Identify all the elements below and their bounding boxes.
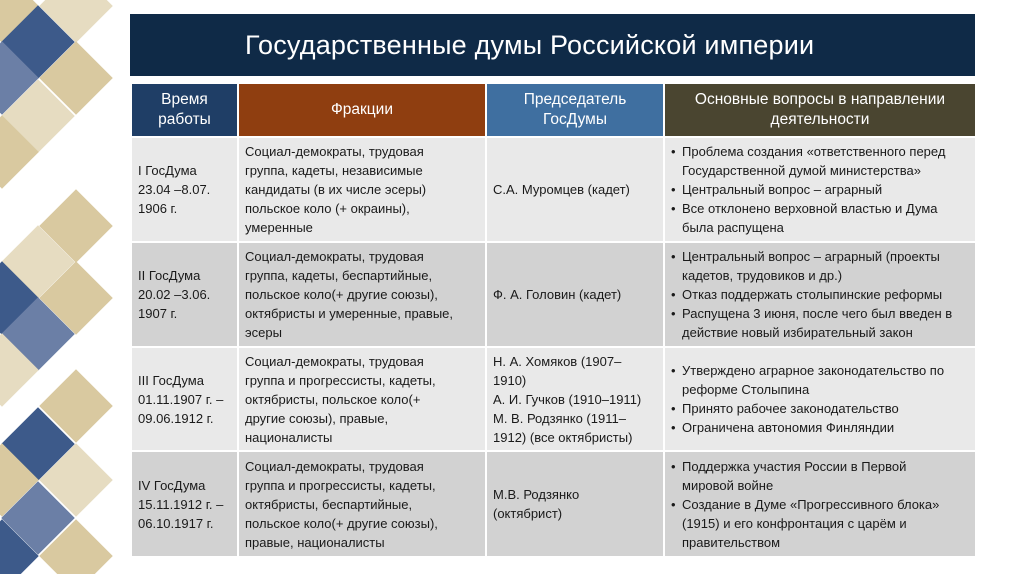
cell-line: III ГосДума	[138, 372, 204, 388]
header-time	[131, 83, 238, 137]
cell-line: • Распущена 3 июня, после чего был введен в	[682, 306, 953, 321]
cell-line: А. И. Гучков (1910–1911)	[493, 391, 642, 407]
header-chair-line: ГосДумы	[543, 111, 607, 128]
cell-line: • Отказ поддержать столыпинские реформы	[682, 287, 943, 302]
header-time-line: работы	[158, 111, 211, 128]
issue-item	[671, 247, 969, 285]
cell-line: польское коло(+ другие союзы),	[245, 515, 438, 531]
cell-line: • Центральный вопрос – аграрный	[682, 182, 883, 197]
table-row	[131, 451, 976, 557]
cell-line: умеренные	[245, 220, 313, 235]
table-row	[131, 242, 976, 347]
table-row	[131, 137, 976, 242]
cell-line: 1906 г.	[138, 201, 178, 216]
header-chair	[486, 83, 664, 137]
cell-line: 09.06.1912 г.	[138, 410, 214, 426]
cell-chair	[486, 347, 664, 451]
cell-line: мировой войне	[682, 477, 774, 493]
issue-item	[671, 199, 969, 237]
cell-line: кандидаты (в их числе эсеры)	[245, 182, 427, 197]
cell-line: • Проблема создания «ответственного перед	[682, 144, 946, 159]
cell-line: Ф. А. Головин (кадет)	[493, 287, 622, 302]
cell-line: группа и прогрессисты, кадеты,	[245, 477, 436, 493]
issue-item	[671, 361, 969, 399]
cell-line: Социал-демократы, трудовая	[245, 458, 424, 474]
issue-item	[671, 418, 969, 437]
decorative-diamond-pattern	[0, 0, 130, 574]
cell-line: • Ограничена автономия Финляндии	[682, 420, 895, 435]
cell-line: (октябрист)	[493, 506, 563, 521]
header-time-line: Время	[161, 91, 208, 108]
cell-factions	[238, 137, 486, 242]
cell-time	[131, 347, 238, 451]
cell-time	[131, 242, 238, 347]
cell-line: 15.11.1912 г. –	[138, 496, 224, 512]
cell-line: октябристы, польское коло(+	[245, 391, 421, 407]
cell-line: 1907 г.	[138, 306, 178, 321]
issues-list	[671, 457, 969, 552]
cell-time	[131, 451, 238, 557]
cell-time	[131, 137, 238, 242]
cell-line: группа и прогрессисты, кадеты,	[245, 372, 436, 388]
cell-line: 1910)	[493, 372, 527, 388]
header-issues-line: деятельности	[770, 111, 870, 128]
cell-chair	[486, 451, 664, 557]
cell-line: I ГосДума	[138, 163, 197, 178]
cell-line: С.А. Муромцев (кадет)	[493, 182, 630, 197]
cell-issues	[664, 137, 976, 242]
cell-chair	[486, 137, 664, 242]
cell-line: • Поддержка участия России в Первой	[682, 458, 907, 474]
cell-line: эсеры	[245, 325, 282, 340]
cell-line: II ГосДума	[138, 268, 201, 283]
cell-line: IV ГосДума	[138, 477, 206, 493]
cell-line: группа, кадеты, беспартийные,	[245, 268, 433, 283]
header-chair-line: Председатель	[523, 91, 627, 108]
cell-line: • Принято рабочее законодательство	[682, 401, 899, 416]
cell-line: 20.02 –3.06.	[138, 287, 211, 302]
cell-line: 23.04 –8.07.	[138, 182, 211, 197]
cell-line: М.В. Родзянко	[493, 487, 580, 502]
cell-line: 06.10.1917 г.	[138, 515, 214, 531]
cell-factions	[238, 242, 486, 347]
cell-line: октябристы, беспартийные,	[245, 496, 413, 512]
cell-issues	[664, 242, 976, 347]
cell-factions	[238, 451, 486, 557]
cell-line: • Создание в Думе «Прогрессивного блока»	[682, 496, 940, 512]
cell-line: была распущена	[682, 220, 784, 235]
header-factions: Фракции	[238, 83, 486, 137]
cell-line: действие новый избирательный закон	[682, 325, 913, 340]
issues-list	[671, 142, 969, 237]
table-row	[131, 347, 976, 451]
issue-item	[671, 495, 969, 552]
cell-line: группа, кадеты, независимые	[245, 163, 423, 178]
cell-issues	[664, 451, 976, 557]
issue-item	[671, 399, 969, 418]
cell-line: Социал-демократы, трудовая	[245, 353, 424, 369]
issue-item	[671, 180, 969, 199]
cell-line: правительством	[682, 534, 781, 550]
cell-line: октябристы и умеренные, правые,	[245, 306, 454, 321]
page-title: Государственные думы Российской империи	[245, 29, 815, 60]
cell-line: Н. А. Хомяков (1907–	[493, 353, 622, 369]
table-header-row	[131, 83, 976, 137]
cell-line: националисты	[245, 429, 333, 445]
cell-line: (1915) и его конфронтация с царём и	[682, 515, 907, 531]
cell-factions	[238, 347, 486, 451]
cell-line: правые, националисты	[245, 534, 385, 550]
cell-line: • Утверждено аграрное законодательство по	[682, 363, 945, 378]
issue-item	[671, 285, 969, 304]
issue-item	[671, 142, 969, 180]
header-issues-line: Основные вопросы в направлении	[694, 91, 946, 108]
cell-line: • Центральный вопрос – аграрный (проекты	[682, 249, 940, 264]
cell-line: польское коло(+ другие союзы),	[245, 287, 438, 302]
dumas-table	[130, 82, 977, 558]
title-bar	[130, 14, 975, 76]
cell-issues	[664, 347, 976, 451]
cell-line: Социал-демократы, трудовая	[245, 144, 424, 159]
cell-line: Государственной думой министерства»	[682, 163, 921, 178]
cell-line: Социал-демократы, трудовая	[245, 249, 424, 264]
cell-line: • Все отклонено верховной властью и Дума	[682, 201, 938, 216]
issue-item	[671, 304, 969, 342]
cell-line: 1912) (все октябристы)	[493, 429, 633, 445]
cell-line: другие союзы), правые,	[245, 410, 389, 426]
cell-line: польское коло (+ окраины),	[245, 201, 410, 216]
cell-line: реформе Столыпина	[682, 382, 810, 397]
cell-line: кадетов, трудовиков и др.)	[682, 268, 843, 283]
issue-item	[671, 457, 969, 495]
issues-list	[671, 247, 969, 342]
issues-list	[671, 361, 969, 437]
header-issues	[664, 83, 976, 137]
cell-line: М. В. Родзянко (1911–	[493, 410, 626, 426]
cell-line: 01.11.1907 г. –	[138, 391, 224, 407]
cell-chair	[486, 242, 664, 347]
